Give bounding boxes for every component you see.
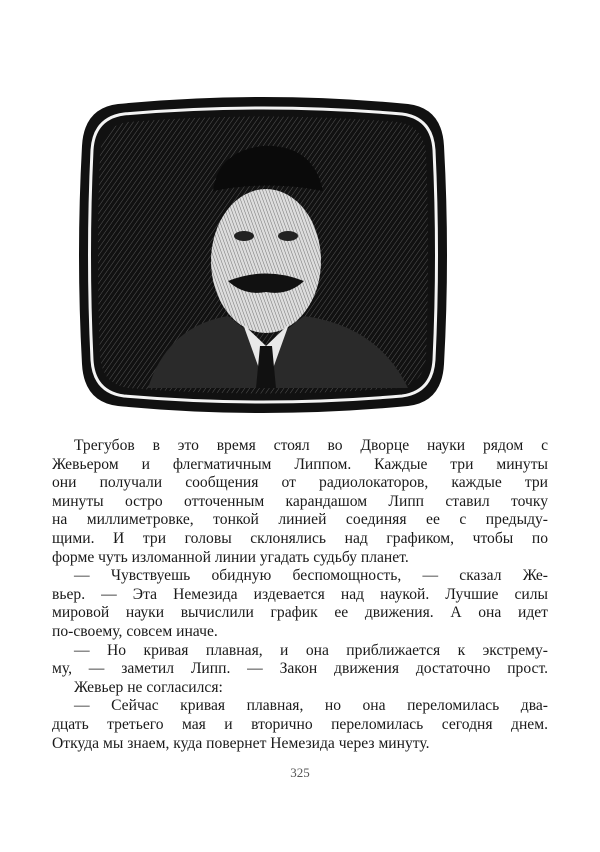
text-line: му, — заметил Липп. — Закон движения достаточно прост. <box>52 660 548 678</box>
page-number: 325 <box>290 765 310 780</box>
text-line: — Чувствуешь обидную беспомощность, — сказал Же- <box>74 567 548 585</box>
text-line: Жевьером и флегматичным Липпом. Каждые три минуты <box>52 455 548 473</box>
text-line: щими. И три головы склонялись над графиком, чтобы по <box>52 529 548 547</box>
text-line: — Но кривая плавная, и она приближается к экстрему- <box>74 641 548 659</box>
text-line: по-своему, совсем иначе. <box>52 622 218 640</box>
text-line: мировой науки вычислили график ее движения. А она идет <box>52 604 548 622</box>
body-text <box>52 437 548 753</box>
text-line: Откуда мы знаем, куда повернет Немезида через минуту. <box>52 734 430 752</box>
text-line: они получали сообщения от радиолокаторов, каждые три <box>52 474 548 492</box>
text-line: дцать третьего мая и вторично переломилась сегодня днем. <box>52 715 548 733</box>
text-line: Трегубов в это время стоял во Дворце науки рядом с <box>74 437 548 454</box>
portrait-illustration <box>78 96 448 414</box>
text-line: форме чуть изломанной линии угадать судьбу планет. <box>52 548 409 566</box>
text-line: минуты остро отточенным карандашом Липп ставил точку <box>52 492 548 510</box>
text-line: вьер. — Эта Немезида издевается над наукой. Лучшие силы <box>52 585 548 603</box>
text-line: Жевьер не согласился: <box>74 678 223 696</box>
text-line: — Сейчас кривая плавная, но она переломилась два- <box>74 697 548 715</box>
text-line: на миллиметровке, тонкой линией соединяя ее с предыду- <box>52 511 548 529</box>
